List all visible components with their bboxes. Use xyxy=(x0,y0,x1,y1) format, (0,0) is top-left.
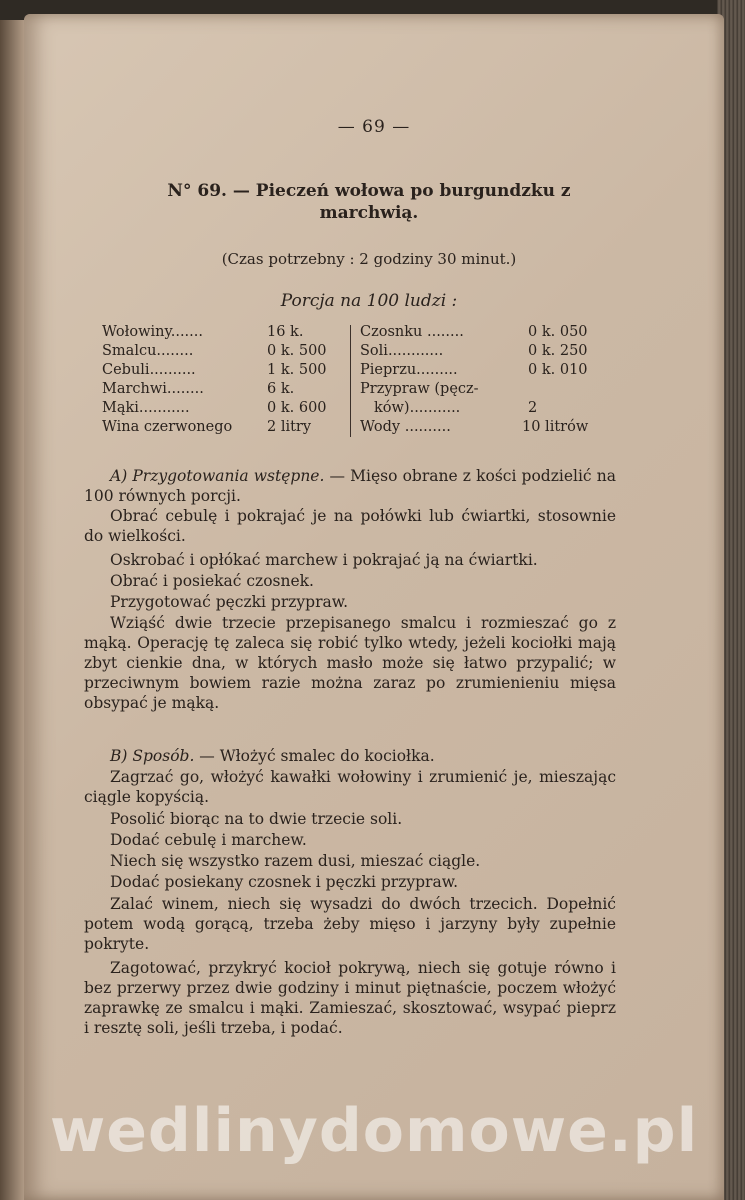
ingredient-name: Smalcu........ xyxy=(102,343,194,359)
ingredient-name: Wina czerwonego xyxy=(102,419,233,435)
ingredient-quantity: 10 litrów xyxy=(522,419,589,435)
paragraph: Obrać i posiekać czosnek. xyxy=(110,572,314,590)
paragraph: Przygotować pęczki przypraw. xyxy=(110,593,349,611)
ingredient-quantity: 6 k. xyxy=(267,381,295,397)
paragraph: Zalać winem, niech się wysadzi do dwóch trzecich. Dopełnić potem wodą gorącą, trzeba żeby mięso i jarzyny były zupełnie pokryte. xyxy=(84,895,616,953)
ingredient-quantity: 0 k. 500 xyxy=(267,343,327,359)
ingredient-name: Cebuli.......... xyxy=(102,362,196,378)
ingredient-name: Mąki........... xyxy=(102,400,190,416)
paragraph: Dodać posiekany czosnek i pęczki przypraw. xyxy=(110,873,459,891)
section-b-label: B) Sposób. xyxy=(110,747,195,765)
watermark: wedlinydomowe.pl xyxy=(49,1096,699,1166)
ingredient-quantity: 0 k. 250 xyxy=(528,343,588,359)
ingredient-quantity: 16 k. xyxy=(267,324,304,340)
ingredient-name: Wody .......... xyxy=(360,419,451,435)
ingredient-quantity: 2 xyxy=(528,400,538,416)
section-a-text: — Mięso obrane z kości podzielić na 100 równych porcji. xyxy=(84,467,616,505)
ingredient-quantity: 1 k. 500 xyxy=(267,362,327,378)
paragraph: Posolić biorąc na to dwie trzecie soli. xyxy=(110,810,403,828)
ingredient-name: Wołowiny....... xyxy=(102,324,203,340)
page-number: — 69 — xyxy=(337,117,411,137)
section-b-text: — Włożyć smalec do kociołka. xyxy=(194,747,435,765)
section-b-paragraph xyxy=(84,746,616,766)
section-a-label: A) Przygotowania wstępne. xyxy=(110,467,325,485)
time-required: (Czas potrzebny : 2 godziny 30 minut.) xyxy=(221,250,517,268)
ingredient-name: Przypraw (pęcz- xyxy=(360,381,479,397)
ingredient-name: Soli............ xyxy=(360,343,444,359)
ingredient-name: ków)........... xyxy=(374,400,461,416)
ingredient-quantity: 0 k. 010 xyxy=(528,362,588,378)
paragraph: Zagrzać go, włożyć kawałki wołowiny i zrumienić je, mieszając ciągle kopyścią. xyxy=(84,768,616,806)
book-page xyxy=(24,14,724,1200)
paragraph: Niech się wszystko razem dusi, mieszać ciągle. xyxy=(110,852,481,870)
ingredient-name: Marchwi........ xyxy=(102,381,204,397)
paragraph: Oskrobać i opłókać marchew i pokrajać ją na ćwiartki. xyxy=(110,551,538,569)
recipe-title: N° 69. — Pieczeń wołowa po burgundzku z marchwią. xyxy=(167,181,571,223)
portion-heading: Porcja na 100 ludzi : xyxy=(280,291,458,311)
ingredient-name: Pieprzu......... xyxy=(360,362,458,378)
paragraph: Wziąść dwie trzecie przepisanego smalcu i rozmieszać go z mąką. Operację tę zaleca się robić tylko wtedy, jeżeli kociołki mają zbyt cienkie dna, w których masło może się łatwo przypalić; w przeciwnym bowiem razie można zaraz po zrumienieniu mięsa obsypać je mąką. xyxy=(84,614,616,712)
paragraph: Obrać cebulę i pokrajać je na połówki lub ćwiartki, stosownie do wielkości. xyxy=(84,507,616,545)
ingredient-quantity: 2 litry xyxy=(267,419,312,435)
paragraph: Zagotować, przykryć kocioł pokrywą, niech się gotuje równo i bez przerwy przez dwie godziny i minut piętnaście, poczem włożyć zaprawkę ze smalcu i mąki. Zamieszać, skosztować, wsypać pieprz i resztę soli, jeśli trzeba, i podać. xyxy=(84,959,616,1037)
ingredient-quantity: 0 k. 600 xyxy=(267,400,327,416)
paragraph: Dodać cebulę i marchew. xyxy=(110,831,307,849)
ingredient-name: Czosnku ........ xyxy=(360,324,464,340)
section-a-paragraph xyxy=(84,466,616,506)
column-divider xyxy=(350,325,351,437)
ingredient-quantity: 0 k. 050 xyxy=(528,324,588,340)
